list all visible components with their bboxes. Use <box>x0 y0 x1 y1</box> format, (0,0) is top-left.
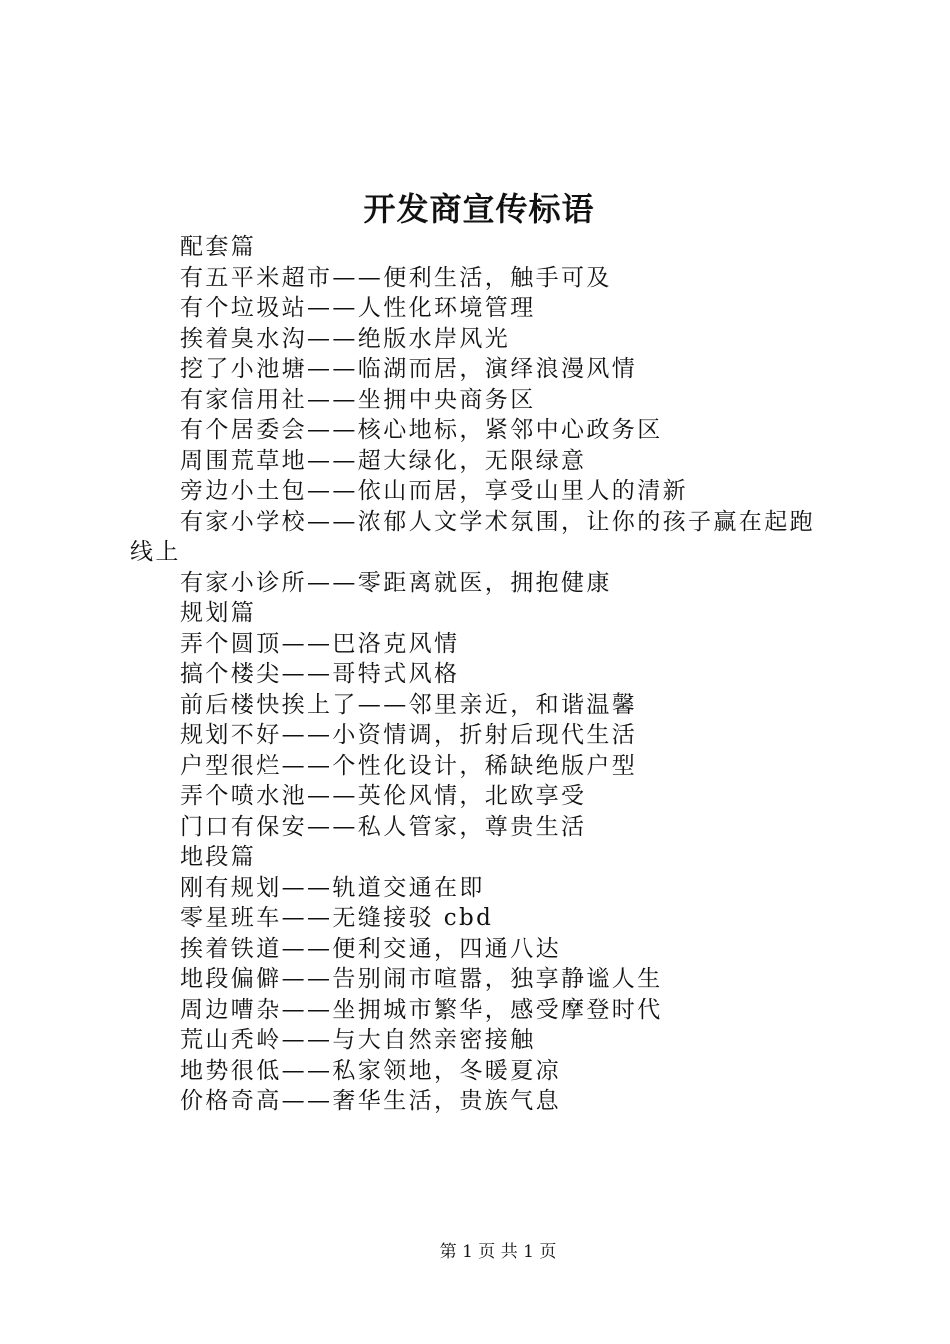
slogan-line: 规划不好——小资情调，折射后现代生活 <box>180 722 638 748</box>
slogan-line: 户型很烂——个性化设计，稀缺绝版户型 <box>180 752 638 779</box>
slogan-line: 门口有保安——私人管家，尊贵生活 <box>180 813 587 840</box>
slogan-line: 价格奇高——奢华生活，贵族气息 <box>180 1088 561 1114</box>
slogan-line: 有个居委会——核心地标，紧邻中心政务区 <box>180 417 663 443</box>
section-heading: 配套篇 <box>180 234 257 260</box>
slogan-line: 挨着臭水沟——绝版水岸风光 <box>180 325 511 352</box>
slogan-line: 挨着铁道——便利交通，四通八达 <box>180 935 561 962</box>
slogan-line: 有家小诊所——零距离就医，拥抱健康 <box>180 569 612 596</box>
document-title: 开发商宣传标语 <box>363 190 595 228</box>
section-heading: 地段篇 <box>180 844 257 870</box>
slogan-line: 弄个圆顶——巴洛克风情 <box>180 630 460 657</box>
slogan-line: 前后楼快挨上了——邻里亲近，和谐温馨 <box>180 691 638 718</box>
page-footer: 第 1 页 共 1 页 <box>439 1242 557 1262</box>
slogan-line: 有个垃圾站——人性化环境管理 <box>180 295 536 321</box>
section-heading: 规划篇 <box>180 600 257 626</box>
slogan-line: 弄个喷水池——英伦风情，北欧享受 <box>180 783 587 809</box>
slogan-line: 零星班车——无缝接驳 cbd <box>180 905 494 931</box>
slogan-line: 搞个楼尖——哥特式风格 <box>180 661 460 687</box>
slogan-line: 地势很低——私家领地，冬暖夏凉 <box>180 1057 561 1084</box>
slogan-line: 荒山秃岭——与大自然亲密接触 <box>180 1027 536 1053</box>
slogan-line: 周围荒草地——超大绿化，无限绿意 <box>180 447 587 474</box>
slogan-line: 挖了小池塘——临湖而居，演绎浪漫风情 <box>180 356 638 382</box>
slogan-line: 刚有规划——轨道交通在即 <box>180 874 485 901</box>
slogan-line: 有五平米超市——便利生活，触手可及 <box>180 264 612 291</box>
document-body <box>130 232 835 1117</box>
slogan-line: 旁边小土包——依山而居，享受山里人的清新 <box>180 478 688 504</box>
slogan-line: 有家信用社——坐拥中央商务区 <box>180 386 536 413</box>
slogan-line: 周边嘈杂——坐拥城市繁华，感受摩登时代 <box>180 996 663 1023</box>
slogan-line: 有家小学校——浓郁人文学术氛围，让你的孩子赢在起跑线上 <box>130 508 815 565</box>
slogan-line: 地段偏僻——告别闹市喧嚣，独享静谧人生 <box>180 966 663 992</box>
